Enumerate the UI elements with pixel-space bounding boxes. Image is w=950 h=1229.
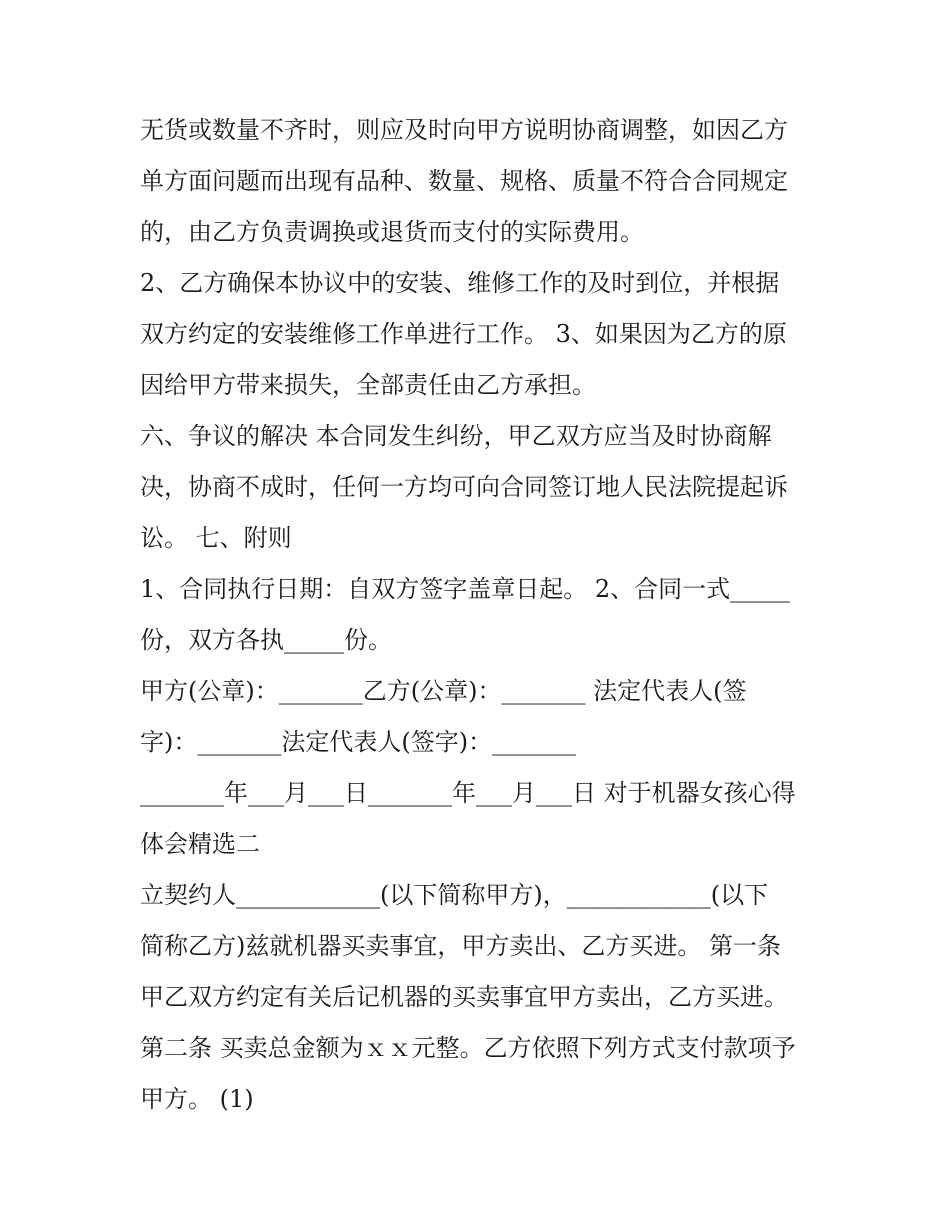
text-line: 2、乙方确保本协议中的安装、维修工作的及时到位，并根据	[140, 269, 780, 297]
text-line: 甲方。 (1)	[140, 1085, 254, 1113]
text-line: 1、合同执行日期：自双方签字盖章日起。 2、合同一式_____	[140, 575, 791, 603]
text-line: 决，协商不成时，任何一方均可向合同签订地人民法院提起诉	[140, 473, 788, 501]
text-line: 字)：_______法定代表人(签字)：_______	[140, 728, 577, 756]
text-line: 的，由乙方负责调换或退货而支付的实际费用。	[140, 218, 644, 246]
text-line: 甲乙双方约定有关后记机器的买卖事宜甲方卖出，乙方买进。	[140, 983, 788, 1011]
text-line: 双方约定的安装维修工作单进行工作。 3、如果因为乙方的原	[140, 320, 787, 348]
text-line: 份，双方各执_____份。	[140, 626, 392, 654]
text-line: 六、争议的解决 本合同发生纠纷，甲乙双方应当及时协商解	[140, 422, 772, 450]
text-line: 第二条 买卖总金额为ｘｘ元整。乙方依照下列方式支付款项予	[140, 1034, 796, 1062]
text-line: 体会精选二	[140, 830, 260, 858]
text-line: 甲方(公章)：_______乙方(公章)：_______ 法定代表人(签	[140, 677, 747, 705]
text-line: 立契约人____________(以下简称甲方)，____________(以下	[140, 881, 769, 909]
text-line: 简称乙方)兹就机器买卖事宜，甲方卖出、乙方买进。 第一条	[140, 932, 781, 960]
text-line: 讼。 七、附则	[140, 524, 292, 552]
document-body	[140, 105, 820, 1125]
text-line: _______年___月___日_______年___月___日 对于机器女孩心得	[140, 779, 796, 807]
text-line: 因给甲方带来损失，全部责任由乙方承担。	[140, 371, 596, 399]
text-line: 单方面问题而出现有品种、数量、规格、质量不符合合同规定	[140, 167, 788, 195]
text-line: 无货或数量不齐时，则应及时向甲方说明协商调整，如因乙方	[140, 116, 788, 144]
